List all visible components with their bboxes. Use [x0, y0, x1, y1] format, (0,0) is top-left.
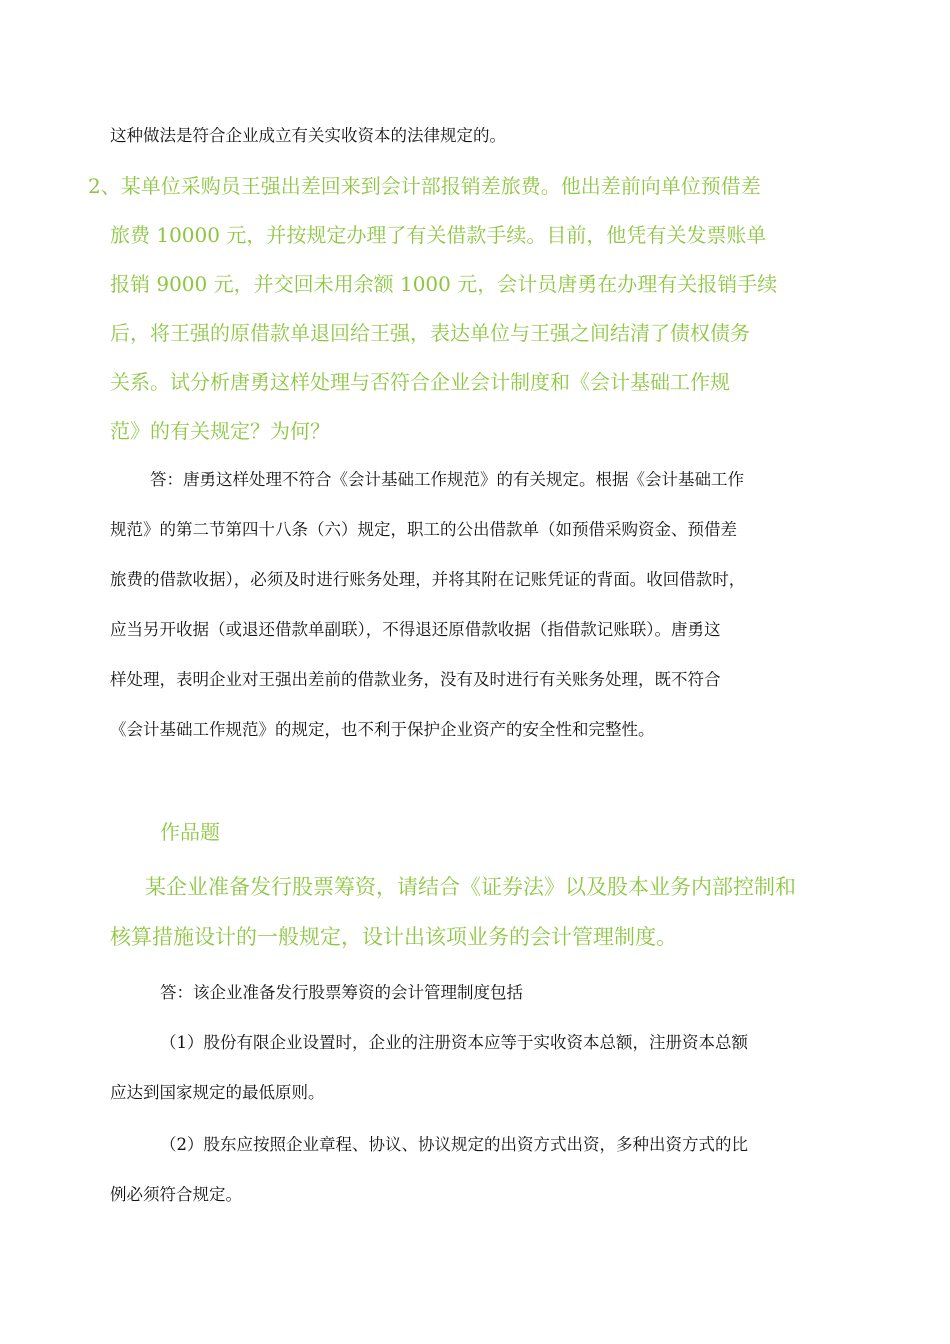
answer2-line-4: 应当另开收据（或退还借款单副联），不得退还原借款收据（指借款记账联）。唐勇这 — [110, 620, 721, 639]
answer2-line-1: 答：唐勇这样处理不符合《会计基础工作规范》的有关规定。根据《会计基础工作 — [150, 470, 744, 489]
answer-task-intro: 答：该企业准备发行股票筹资的会计管理制度包括 — [160, 983, 523, 1002]
question2-line-3: 报销 9000 元，并交回未用余额 1000 元，会计员唐勇在办理有关报销手续 — [110, 272, 778, 296]
question2-line-2: 旅费 10000 元，并按规定办理了有关借款手续。目前，他凭有关发票账单 — [110, 223, 767, 247]
question2-line-5: 关系。试分析唐勇这样处理与否符合企业会计制度和《会计基础工作规 — [110, 370, 730, 394]
section-title: 作品题 — [160, 820, 220, 844]
answer-item2-line-2: 例必须符合规定。 — [110, 1185, 242, 1204]
task-line-1: 某企业准备发行股票筹资，请结合《证券法》以及股本业务内部控制和 — [145, 875, 796, 899]
question2-line-4: 后，将王强的原借款单退回给王强，表达单位与王强之间结清了债权债务 — [110, 321, 750, 345]
answer2-line-6: 《会计基础工作规范》的规定，也不利于保护企业资产的安全性和完整性。 — [110, 720, 655, 739]
question2-line-1: 2、某单位采购员王强出差回来到会计部报销差旅费。他出差前向单位预借差 — [88, 174, 761, 198]
answer-item1-line-1: （1）股份有限企业设置时，企业的注册资本应等于实收资本总额，注册资本总额 — [160, 1033, 748, 1052]
intro-line: 这种做法是符合企业成立有关实收资本的法律规定的。 — [110, 126, 506, 145]
answer2-line-3: 旅费的借款收据），必须及时进行账务处理，并将其附在记账凭证的背面。收回借款时， — [110, 570, 746, 589]
question2-line-6: 范》的有关规定？为何？ — [110, 419, 330, 443]
answer2-line-2: 规范》的第二节第四十八条（六）规定，职工的公出借款单（如预借采购资金、预借差 — [110, 520, 737, 539]
answer2-line-5: 样处理，表明企业对王强出差前的借款业务，没有及时进行有关账务处理，既不符合 — [110, 670, 721, 689]
task-line-2: 核算措施设计的一般规定，设计出该项业务的会计管理制度。 — [110, 925, 677, 949]
answer-item2-line-1: （2）股东应按照企业章程、协议、协议规定的出资方式出资，多种出资方式的比 — [160, 1135, 748, 1154]
answer-item1-line-2: 应达到国家规定的最低原则。 — [110, 1083, 325, 1102]
